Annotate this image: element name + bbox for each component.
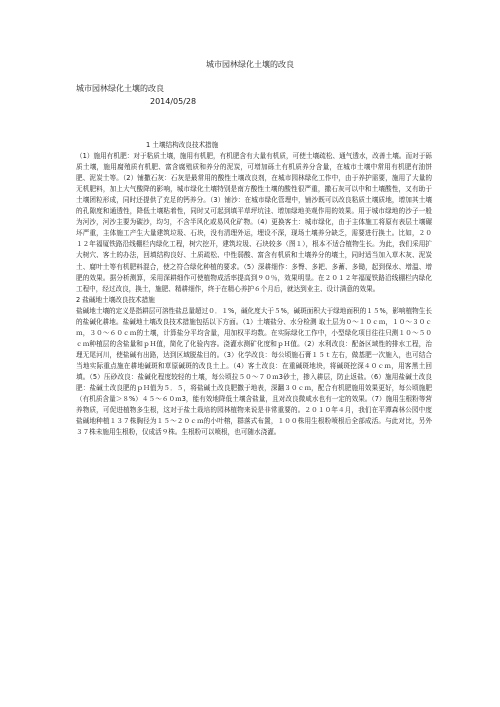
section-heading-soil-structure: 1 土壤结构改良技术措施 bbox=[146, 141, 219, 149]
section-body-saline-alkali: 盐碱地土壤的定义是指耕层可溶性盐总量超过０．１%，碱化度大于５%，碱斑面积大于绿地面积的１５%，影响植物生长的盐碱化耕地。盐碱地土壤改良技术措施包括以下方面。（1）土壤盐分、水分检测 取土层为０～１０ｃｍ，１０～３０ｃｍ，３０～６０ｃｍ的土壤，计算盐分平均含量，用加权平均数。在实际绿化工作中，小型绿化项目往往只测１０～５０ｃｍ种植层的含盐量和ｐＨ值，简化了化验内容。浇灌水测矿化度和ｐＨ值。（2）水利改良：配备区域性的排水工程，治理无尾河川，使盐碱有出路，达到区域脱盐目的。（3）化学改良：每公顷施石膏１５ｔ左右，做基肥一次施入，也可结合当地实际重点施在耕地碱斑和草原碱斑的改良土上。（4）客土改良：在重碱斑地块，将碱斑挖深４０ｃｍ，用客黑土回填。（5）压砂改良：盐碱化程度较轻的土壤，每公顷拉５０～７０ｍ3砂土，掺入耕层，防止返盐。（6）施用盐碱土改良肥：盐碱土改良肥的ｐＨ值为５．５，将盐碱土改良肥撒于地表，深翻３０ｃｍ，配合有机肥施用效果更好，每公顷施肥（有机质含量＞８%）４５～６０ｍ3，能有效地降低土壤含盐量，且对改良微咸水也有一定的效果。（7）施用生根粉等营养物质，可促进植物多生根，这对于盐土栽培的园林植物来说是非常重要的。２０１０年４月，我们在平潭森林公园中度盐碱地种植１３７株胸径为１５～２０ｃｍ的小叶榕，群落式布置，１００株用生根粉喷根后全部成活。与此对比，另外３７株未施用生根粉，仅成活９株。生根粉可以喷根，也可随水浇灌。 bbox=[76, 306, 432, 437]
document-body bbox=[76, 140, 432, 438]
section-heading-saline-alkali: 2 盐碱地土壤改良技术措施 bbox=[76, 295, 155, 304]
document-subtitle: 城市园林绿化土壤的改良 bbox=[76, 84, 164, 93]
document-title: 城市园林绿化土壤的改良 bbox=[206, 60, 294, 69]
publish-date: 2014/05/28 bbox=[150, 97, 197, 106]
section-body-soil-structure: （1）施用有机肥：对于粘质土壤，施用有机肥，有机肥含有大量有机质，可使土壤疏松、通气透水，改善土壤。而对于砾质土壤，施用腐殖质有机肥、富含腐殖质和养分的泥炭，可增加砾土有机质养分含量，在城市土壤中常用有机肥有油饼肥、泥炭土等。（2）铺撒石灰：石灰是最常用的酸性土壤改良剂，在城市园林绿化工作中，由于养护需要，施用了大量的无机肥料，加上大气酸降的影响，城市绿化土壤特别是南方酸性土壤的酸性很严重，撒石灰可以中和土壤酸性，又有助于土壤团粒形成，同时还提供了充足的钙养分。（3）铺沙：在城市绿化管理中，铺沙既可以改良粘质土壤质地，增加其土壤的孔隙度和通透性，降低土壤粘着性，同时又可起到填平草坪坑洼、增加绿地美观作用的效果。用于城市绿地的沙子一般为河沙，河沙主要为碳沙，均匀，不含半风化或易风化矿物。（4）更换客土：城市绿化，由于主体施工将原有表层土壤碾坏严重，主体施工产生大量建筑垃圾、石块，没有清理外运，埋设不深，现场土壤养分缺乏，需要进行换土。比如，２０１２年福厦铁路沿线棚栏内绿化工程，树穴挖开，建筑垃圾、石块较多（图１），根本不适合植物生长。为此，我们采用扩大树穴、客土的办法，回填结构良好、土质疏松、中性弱酸、富含有机质和土壤养分的壤土，同时适当加入草木灰、泥炭土、腐叶土等有机肥料混合，使之符合绿化种植的要求。（5）深耕细作：多臀、多耙、多蓄、多锄，起到保水、增温、增肥的效果。据分析测算，采用深耕细作可使植物成活率提高到９０％，效果明显。在２０１２年福厦铁路沿线棚栏内绿化工程中，经过改良，换土，施肥、精耕细作，终于在精心养护６个月后，就达到业主、设计满意的效果。 bbox=[76, 152, 432, 293]
